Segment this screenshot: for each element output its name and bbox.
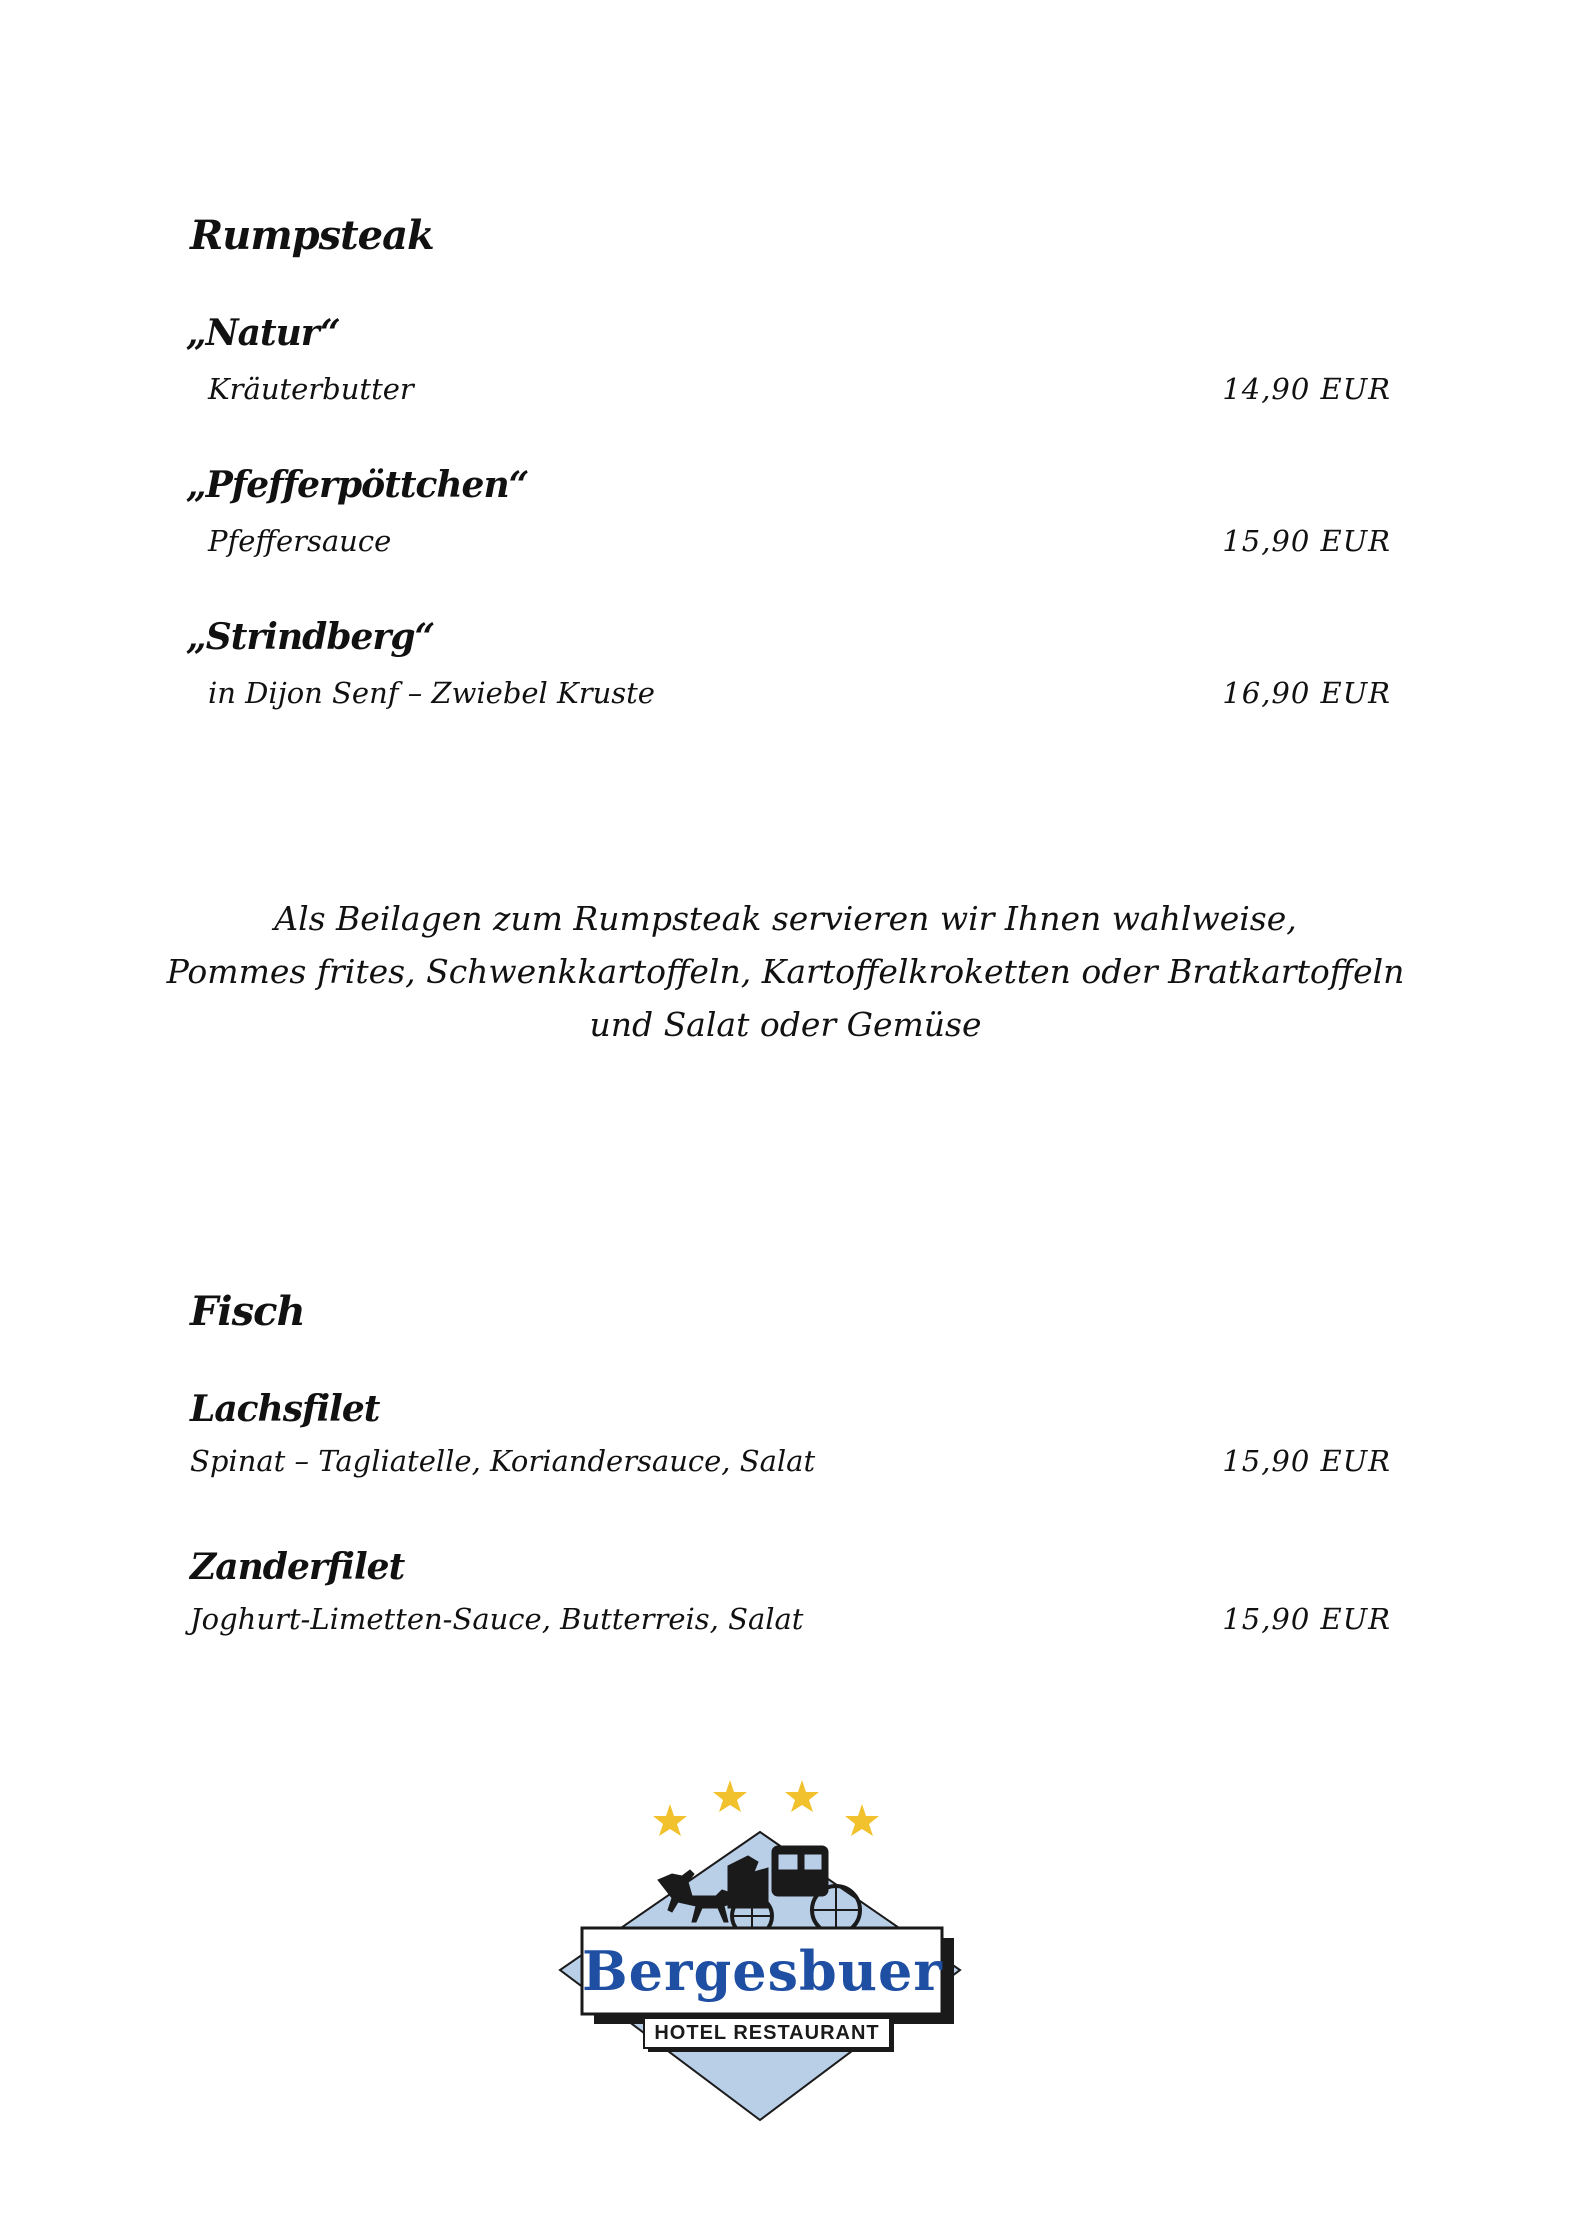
dish-name-strindberg: „Strindberg“ — [186, 616, 435, 658]
star-icons — [653, 1780, 879, 1836]
dish-name-zanderfilet: Zanderfilet — [190, 1546, 405, 1588]
logo-brand-name: Bergesbuer — [582, 1939, 943, 2003]
dish-desc-natur: Kräuterbutter — [208, 372, 414, 406]
star-icon — [785, 1780, 819, 1812]
dish-desc-strindberg: in Dijon Senf – Zwiebel Kruste — [208, 676, 655, 710]
side-dish-note-line-3: und Salat oder Gemüse — [589, 1005, 982, 1044]
logo-subtitle: HOTEL RESTAURANT — [654, 2022, 880, 2044]
dish-price-lachsfilet: 15,90 EUR — [1222, 1444, 1391, 1478]
dish-price-pfefferpoettchen: 15,90 EUR — [1222, 524, 1391, 558]
star-icon — [845, 1804, 879, 1836]
dish-name-pfefferpoettchen: „Pfefferpöttchen“ — [186, 464, 529, 506]
dish-desc-pfefferpoettchen: Pfeffersauce — [208, 524, 392, 558]
dish-price-natur: 14,90 EUR — [1222, 372, 1391, 406]
dish-name-lachsfilet: Lachsfilet — [190, 1388, 380, 1430]
dish-price-strindberg: 16,90 EUR — [1222, 676, 1391, 710]
section-title-fisch: Fisch — [190, 1288, 305, 1335]
star-icon — [713, 1780, 747, 1812]
side-dish-note — [0, 892, 1571, 1051]
section-title-rumpsteak: Rumpsteak — [190, 212, 434, 259]
bergesbuer-logo — [540, 1770, 1000, 2140]
dish-name-natur: „Natur“ — [186, 312, 340, 354]
dish-desc-lachsfilet: Spinat – Tagliatelle, Koriandersauce, Salat — [190, 1444, 816, 1478]
side-dish-note-line-2: Pommes frites, Schwenkkartoffeln, Kartoffelkroketten oder Bratkartoffeln — [166, 952, 1405, 991]
star-icon — [653, 1804, 687, 1836]
dish-desc-zanderfilet: Joghurt-Limetten-Sauce, Butterreis, Salat — [190, 1602, 804, 1636]
dish-price-zanderfilet: 15,90 EUR — [1222, 1602, 1391, 1636]
side-dish-note-line-1: Als Beilagen zum Rumpsteak servieren wir Ihnen wahlweise, — [274, 899, 1297, 938]
